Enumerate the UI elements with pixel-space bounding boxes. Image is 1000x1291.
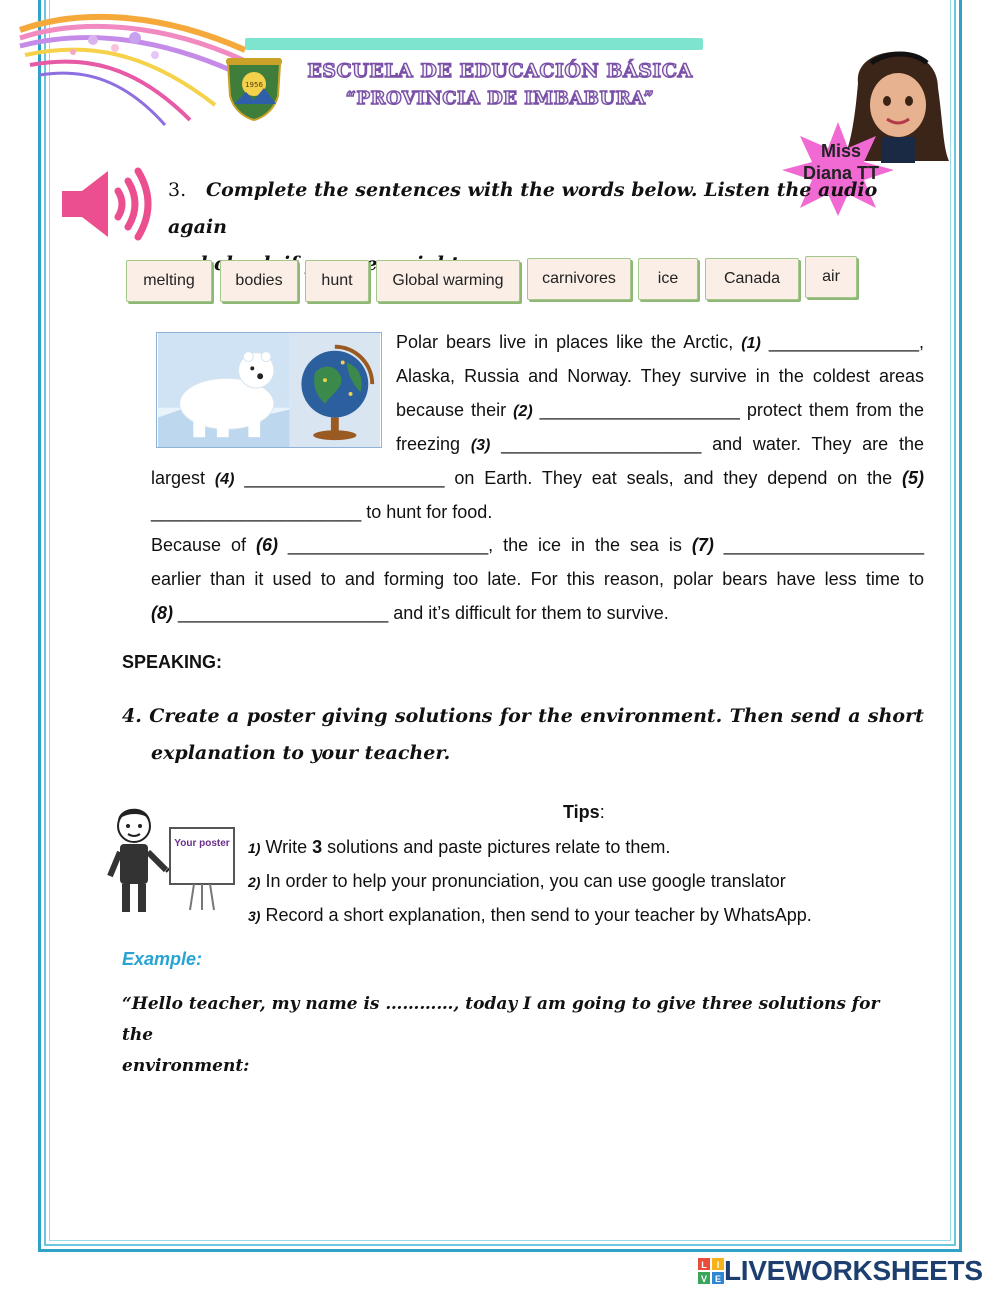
- tips-title: [563, 802, 605, 823]
- tip-text: In order to help your pronunciation, you can use google translator: [265, 871, 786, 891]
- word-chip[interactable]: air: [805, 256, 857, 298]
- passage-line: [396, 325, 924, 361]
- blank-4[interactable]: ____________________ on Earth. They eat seals, and they depend on the: [244, 468, 893, 488]
- blank-number: (7): [691, 535, 714, 555]
- blank-2[interactable]: ____________________ protect them from the: [539, 400, 924, 420]
- passage-text: freezing: [396, 434, 461, 454]
- school-name-line2: “PROVINCIA DE IMBABURA”: [345, 88, 655, 109]
- word-chip[interactable]: Canada: [705, 258, 799, 300]
- exercise4-instructions: [122, 698, 924, 772]
- polar-bear-globe-illustration: [156, 332, 382, 448]
- blank-6[interactable]: ____________________, the ice in the sea is: [287, 535, 682, 555]
- word-chip[interactable]: ice: [638, 258, 698, 300]
- tip-number: 1): [248, 840, 261, 856]
- passage-text: Polar bears live in places like the Arctic,: [396, 332, 734, 352]
- passage-line: [151, 596, 924, 630]
- word-chip[interactable]: melting: [126, 260, 212, 302]
- tip-item: [248, 870, 786, 893]
- tip-item: [248, 836, 670, 859]
- passage-line: [151, 528, 924, 562]
- task-word: solutions: [394, 705, 493, 727]
- passage-line: Alaska, Russia and Norway. They survive in the coldest areas: [396, 366, 924, 386]
- blank-8[interactable]: _____________________ and it’s difficult for them to survive.: [178, 603, 669, 623]
- blank-number: (5): [902, 468, 924, 488]
- passage-line: [151, 495, 924, 529]
- task-word: Create: [149, 705, 220, 727]
- miss-badge-text: Miss Diana TT: [802, 141, 879, 183]
- exercise4-number: 4.: [122, 705, 142, 727]
- word-chip[interactable]: hunt: [305, 260, 369, 302]
- school-name: [290, 58, 710, 112]
- blank-5[interactable]: _____________________ to hunt for food.: [151, 502, 493, 522]
- word-chip[interactable]: Global warming: [376, 260, 520, 302]
- example-label: Example:: [122, 949, 203, 969]
- passage-text: because their: [396, 400, 507, 420]
- tips-title-text: Tips: [563, 802, 600, 822]
- poster-label: Your poster: [174, 838, 230, 849]
- exercise3-line1: Complete the sentences with the words below. Listen the audio again: [168, 179, 878, 238]
- exercise4-line1: [122, 698, 924, 735]
- liveworksheets-logo[interactable]: [698, 1255, 983, 1287]
- teacher-poster-illustration: [104, 800, 244, 916]
- word-chip[interactable]: bodies: [220, 260, 298, 302]
- task-word: the: [538, 705, 573, 727]
- logo-letter: V: [700, 1274, 708, 1284]
- blank-number: (2): [513, 403, 533, 420]
- example-quote: [122, 989, 902, 1082]
- tip-text: Record a short explanation, then send to your teacher by WhatsApp.: [265, 905, 812, 925]
- task-word: a: [848, 705, 861, 727]
- exercise3-line2: were: [348, 253, 400, 275]
- blank-3[interactable]: ____________________ and water. They are the: [501, 434, 924, 454]
- blank-number: (4): [214, 471, 235, 488]
- example-line1: “Hello teacher, my name is …………, today I am going to give three solutions for the: [122, 994, 880, 1045]
- blank-1[interactable]: _______________,: [768, 332, 924, 352]
- liveworksheets-logo-icon: [698, 1258, 724, 1284]
- tip-number: 2): [248, 874, 261, 890]
- task-word: giving: [321, 705, 388, 727]
- tip-text: Write: [265, 837, 313, 857]
- speaking-heading: SPEAKING:: [122, 652, 223, 672]
- task-word: Then: [729, 705, 784, 727]
- logo-letter: L: [701, 1260, 707, 1270]
- crest-year: 1956: [245, 81, 263, 89]
- tip-text: solutions and paste pictures relate to them.: [322, 837, 671, 857]
- passage-text: largest: [151, 468, 206, 488]
- word-chip[interactable]: carnivores: [527, 258, 631, 300]
- tip-item: [248, 904, 812, 927]
- task-word: send: [790, 705, 841, 727]
- task-word: a: [227, 705, 240, 727]
- task-word: short: [867, 705, 924, 727]
- blank-7[interactable]: ____________________: [723, 535, 924, 555]
- task-word: for: [499, 705, 531, 727]
- passage-line: [151, 461, 924, 497]
- tips-colon: :: [599, 802, 605, 822]
- blank-number: (1): [741, 335, 761, 352]
- blank-number: (6): [255, 535, 278, 555]
- blank-number: (3): [470, 437, 491, 454]
- example-line2: environment:: [122, 1056, 250, 1076]
- audio-speaker-icon[interactable]: [60, 163, 160, 245]
- liveworksheets-brand-text: LIVEWORKSHEETS: [724, 1255, 983, 1286]
- school-name-line1: ESCUELA DE EDUCACIÓN BÁSICA: [307, 60, 693, 82]
- header-teal-bar: [245, 38, 703, 50]
- blank-number: (8): [151, 603, 173, 623]
- rainbow-swirl-decoration: [15, 10, 255, 130]
- exercise3-number: 3.: [168, 179, 187, 201]
- task-word: poster: [246, 705, 315, 727]
- tip-number: 3): [248, 908, 261, 924]
- logo-letter: E: [714, 1274, 722, 1284]
- logo-letter: I: [716, 1260, 720, 1270]
- task-word: environment.: [580, 705, 723, 727]
- school-crest-logo: [224, 56, 284, 122]
- passage-line: [396, 393, 924, 429]
- passage-line: [396, 427, 924, 463]
- passage-line: earlier than it used to and forming too late. For this reason, polar bears have less time to: [151, 569, 924, 589]
- exercise4-line2: explanation to your teacher.: [151, 742, 451, 764]
- passage-text: Because of: [151, 535, 247, 555]
- tip-bold: 3: [312, 837, 323, 857]
